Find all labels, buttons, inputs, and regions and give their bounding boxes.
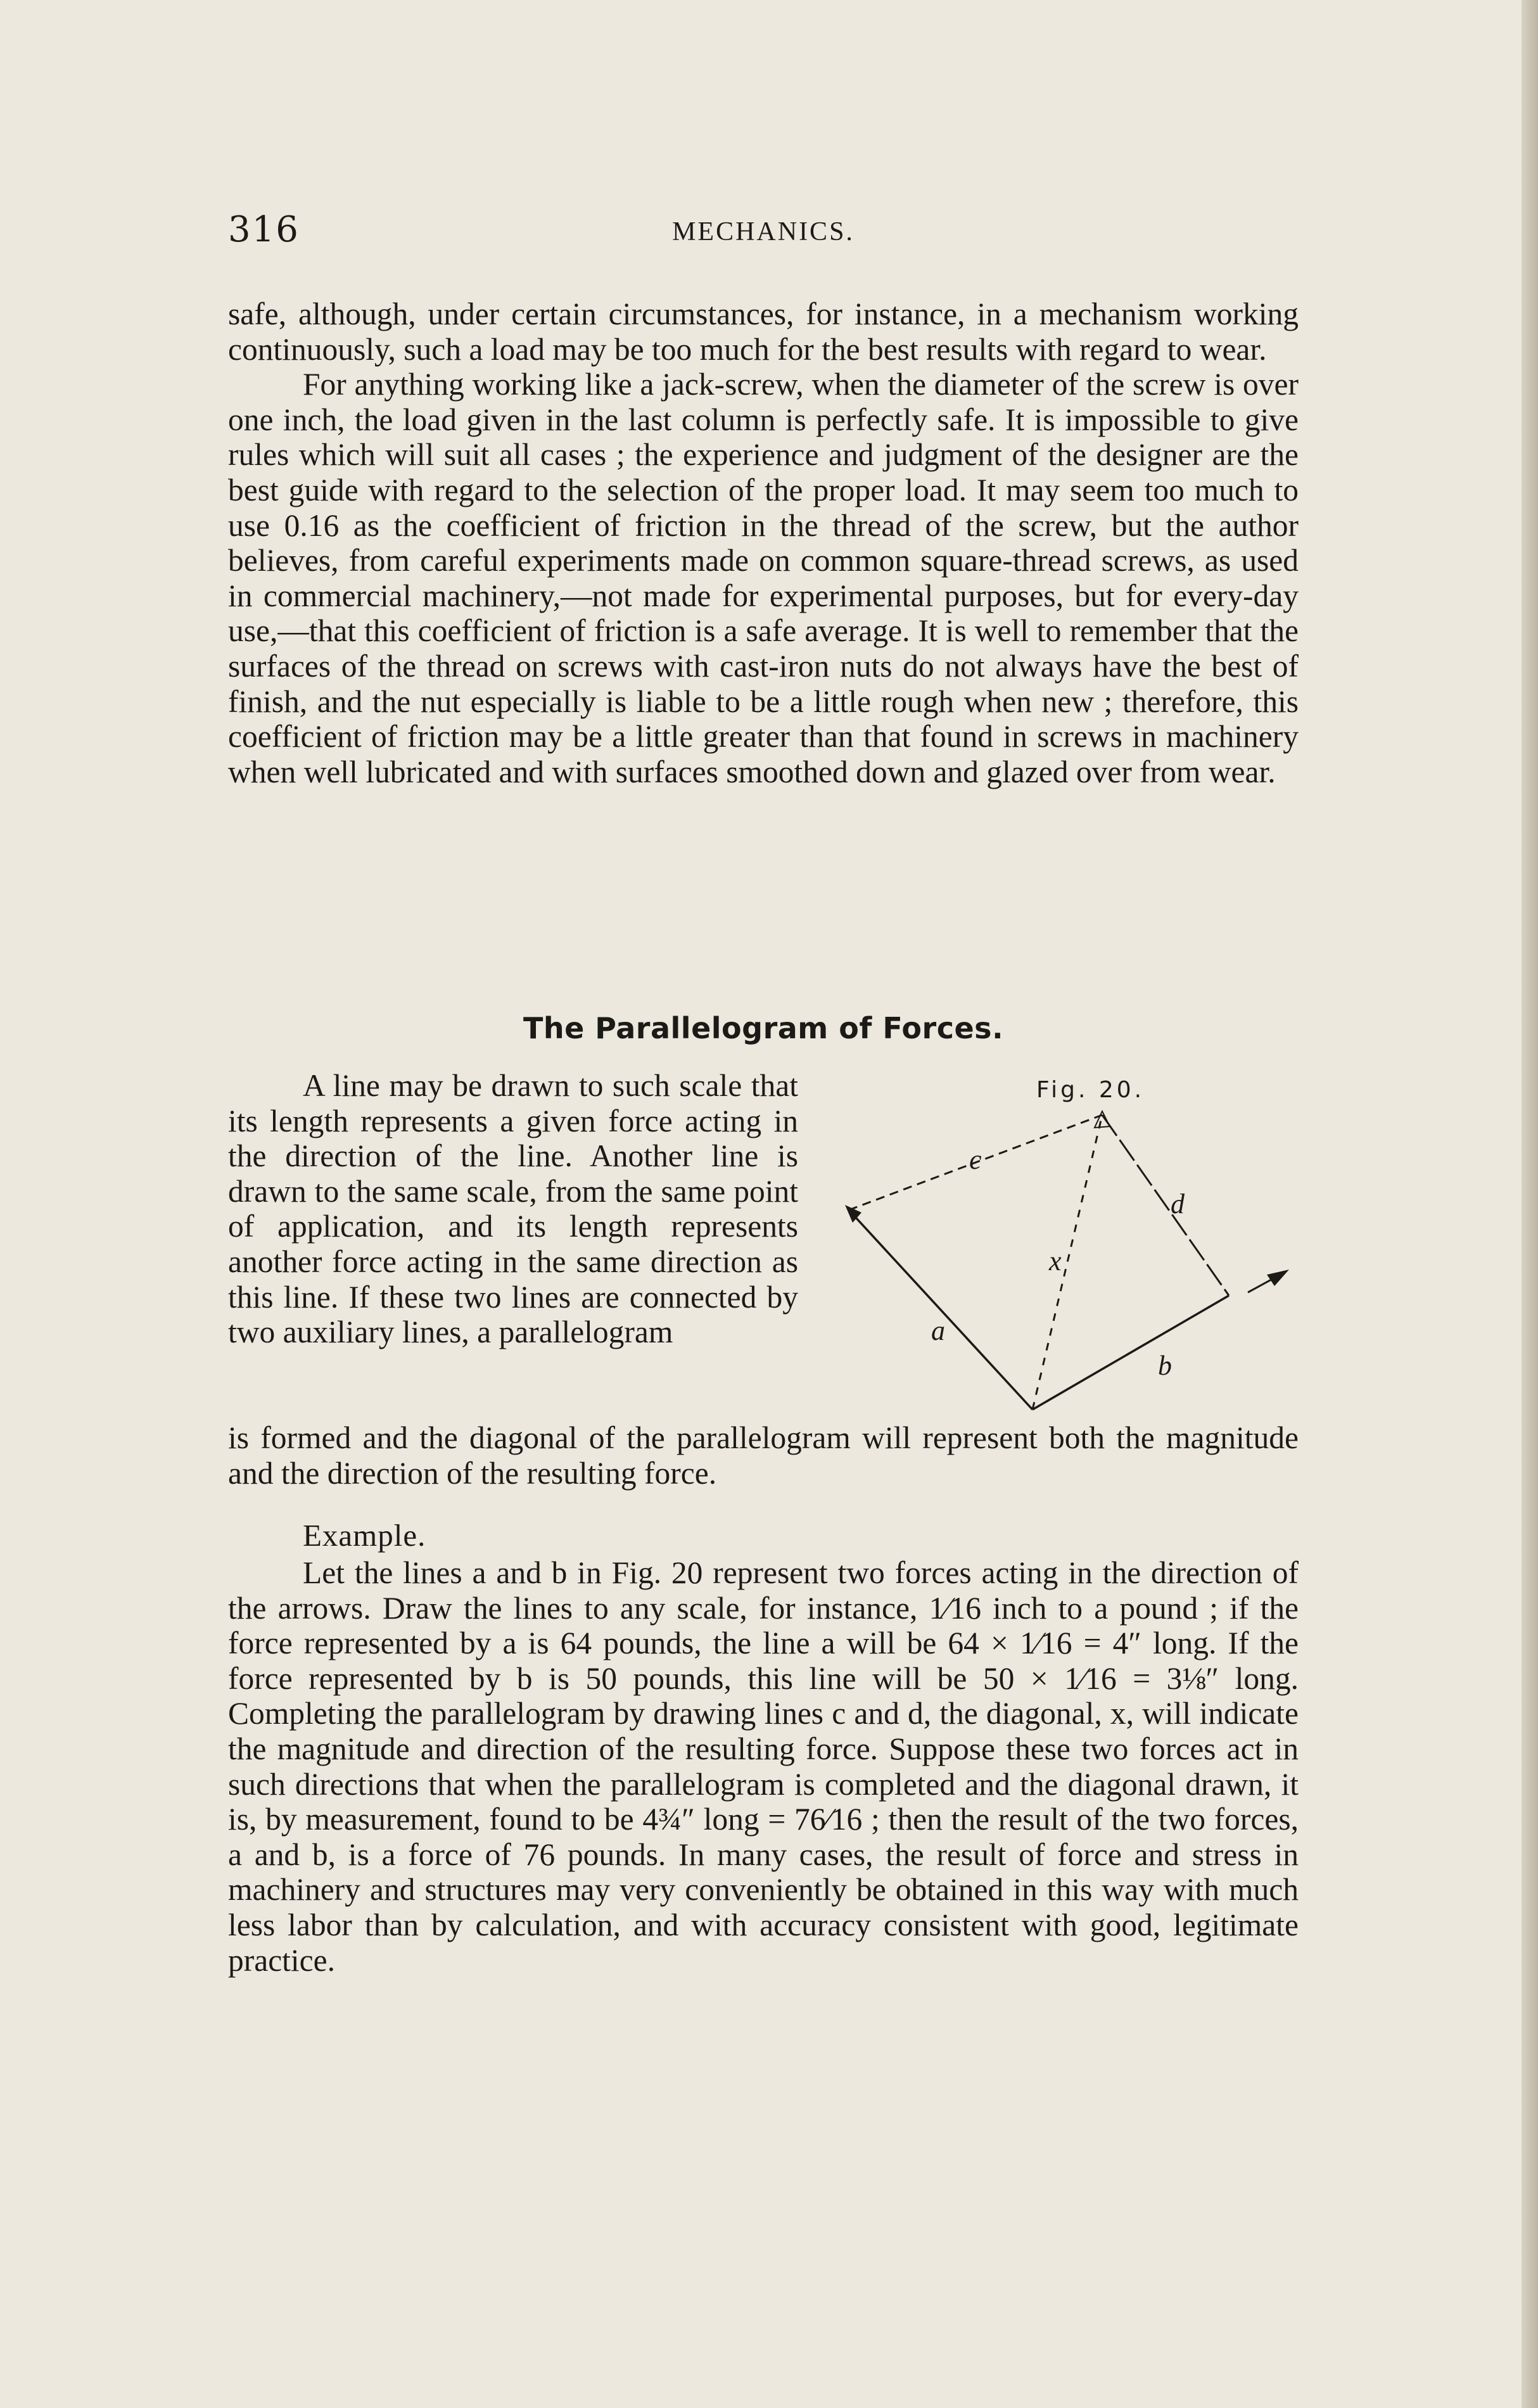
diagonal-x xyxy=(1033,1115,1102,1410)
page-number: 316 xyxy=(228,209,300,250)
page-header xyxy=(228,209,1299,253)
running-head: MECHANICS. xyxy=(672,217,855,246)
body-text xyxy=(228,296,1299,789)
line-a xyxy=(849,1210,1033,1410)
label-x: x xyxy=(1049,1245,1062,1277)
page-edge xyxy=(1522,0,1538,2408)
arrowhead-b xyxy=(1267,1270,1289,1286)
label-a: a xyxy=(931,1315,945,1346)
example-paragraph: Let the lines a and b in Fig. 20 represent two forces acting in the direction of the arrows. Draw the lines to any scale, for instance, 1⁄16 inch to a pound ; if the force represented by a is 64 pounds, the line a will be 64 × 1⁄16 = 4″ long. If the force represented by b is 50 pounds, this line will be 50 × 1⁄16 = 3⅛″ long. Completing the parallelogram by drawing lines c and d, the diagonal, x, will indicate the magnitude and direction of the resulting force. Suppose these two forces act in such directions that when the parallelogram is completed and the diagonal drawn, it is, by measurement, found to be 4¾″ long = 76⁄16 ; then the result of the two forces, a and b, is a force of 76 pounds. In many cases, the result of force and stress in machinery and structures may very conveniently be obtained in this way with much less labor than by calculation, and with accuracy consistent with good, legitimate practice. xyxy=(228,1555,1299,1978)
paragraph-2: For anything working like a jack-screw, when the diameter of the screw is over one inch, the load given in the last column is perfectly safe. It is impossible to give rules which will suit all cases ; the experience and judgment of the designer are the best guide with regard to the selection of the proper load. It may seem too much to use 0.16 as the coefficient of friction in the thread of the screw, but the author believes, from careful experiments made on common square-thread screws, as used in commercial machinery,—not made for experimental purposes, but for every-day use,—that this coefficient of friction is a safe average. It is well to remember that the surfaces of the thread on screws with cast-iron nuts do not always have the best of finish, and the nut especially is liable to be a little rough when new ; therefore, this coefficient of friction may be a little greater than that found in screws in machinery when well lubricated and with surfaces smoothed down and glazed over from wear. xyxy=(228,367,1299,789)
arrowhead-top xyxy=(1095,1111,1110,1128)
line-d xyxy=(1102,1115,1229,1296)
figure-caption: Fig. 20. xyxy=(1036,1077,1145,1103)
label-b: b xyxy=(1158,1350,1172,1381)
parallelogram-figure xyxy=(823,1102,1305,1432)
section-paragraph-continued: is formed and the diagonal of the parallelogram will represent both the magnitude and the direction of the resulting force. xyxy=(228,1420,1299,1491)
section-heading: The Parallelogram of Forces. xyxy=(523,1011,1004,1045)
line-b xyxy=(1033,1296,1229,1410)
example-label: Example. xyxy=(303,1518,426,1553)
section-paragraph-wrapped: A line may be drawn to such scale that its length represents a given force acting in the direction of the line. Another line is drawn to the same scale, from the same point of application, and its length represents another force acting in the same direction as this line. If these two lines are connected by two auxiliary lines, a parallelogram xyxy=(228,1068,798,1350)
label-c: c xyxy=(969,1144,982,1175)
paragraph-1: safe, although, under certain circumstances, for instance, in a mechanism working continuously, such a load may be too much for the best results with regard to wear. xyxy=(228,296,1299,367)
label-d: d xyxy=(1171,1188,1185,1220)
